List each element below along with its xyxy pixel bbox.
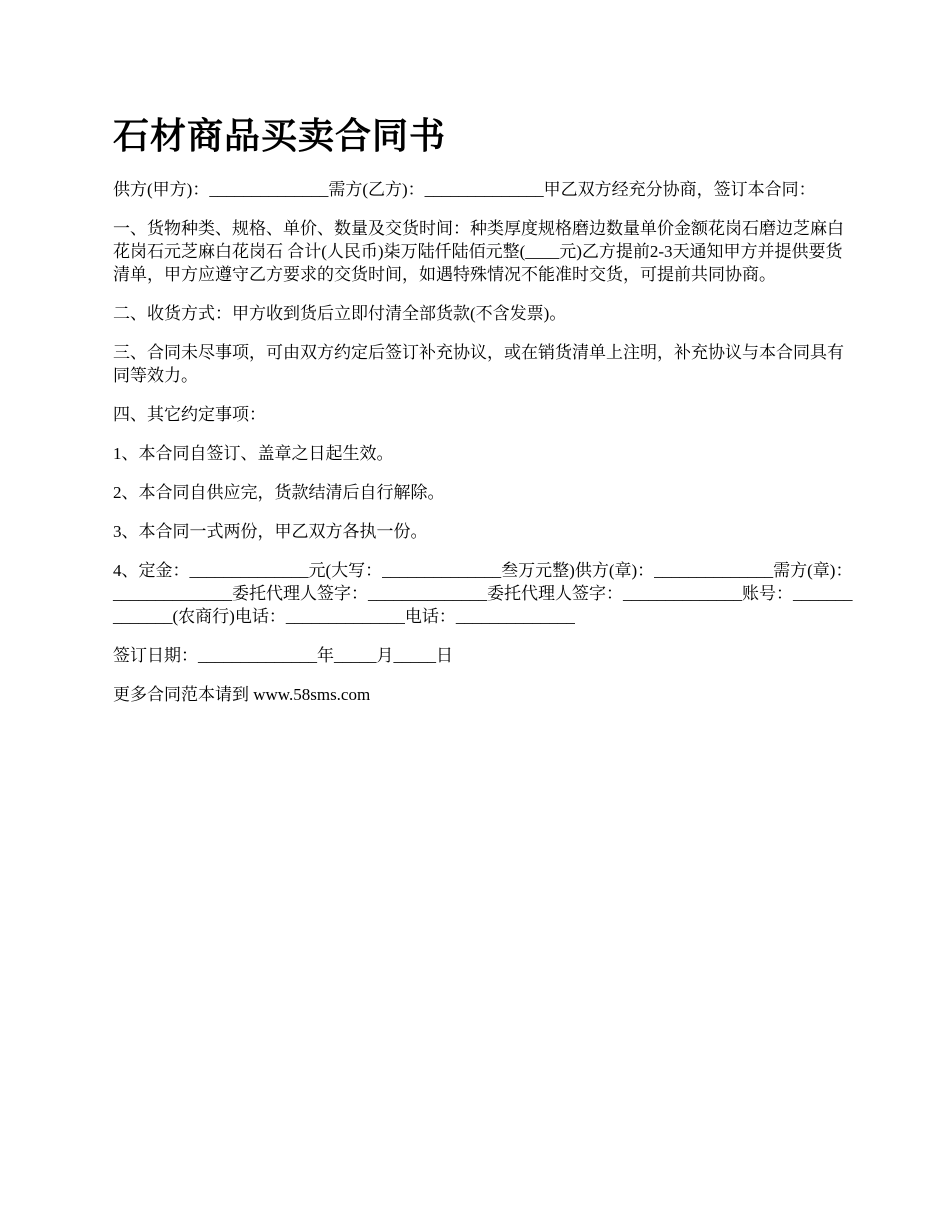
footer-link-text: 更多合同范本请到 www.58sms.com	[113, 685, 371, 704]
clause-item-4-signatures: 4、定金：______________元(大写：______________叁万元整)供方(章)：______________需方(章)：______________委托代理人签字：______________委托代理人签字：______________账号：______________(农商行)电话：______________电话：______________	[113, 561, 853, 626]
clause-other-heading: 四、其它约定事项：	[113, 405, 266, 424]
clause-supplement-paragraph: 三、合同未尽事项，可由双方约定后签订补充协议，或在销货清单上注明，补充协议与本合同具有同等效力。	[113, 343, 844, 385]
parties-paragraph: 供方(甲方)：______________需方(乙方)：______________甲乙双方经充分协商，签订本合同：	[113, 180, 816, 199]
document-title: 石材商品买卖合同书	[113, 116, 447, 156]
clause-item-3: 3、本合同一式两份，甲乙双方各执一份。	[113, 522, 428, 541]
clause-item-1: 1、本合同自签订、盖章之日起生效。	[113, 444, 394, 463]
contract-document	[113, 112, 853, 722]
clause-goods-paragraph: 一、货物种类、规格、单价、数量及交货时间：种类厚度规格磨边数量单价金额花岗石磨边芝麻白花岗石元芝麻白花岗石 合计(人民币)柒万陆仟陆佰元整(____元)乙方提前2-3天通知甲方并提供要货清单，甲方应遵守乙方要求的交货时间，如遇特殊情况不能准时交货，可提前共同协商。	[113, 219, 844, 284]
signing-date: 签订日期：______________年_____月_____日	[113, 646, 453, 665]
clause-item-2: 2、本合同自供应完，货款结清后自行解除。	[113, 483, 445, 502]
clause-receipt-paragraph: 二、收货方式：甲方收到货后立即付清全部货款(不含发票)。	[113, 304, 567, 323]
